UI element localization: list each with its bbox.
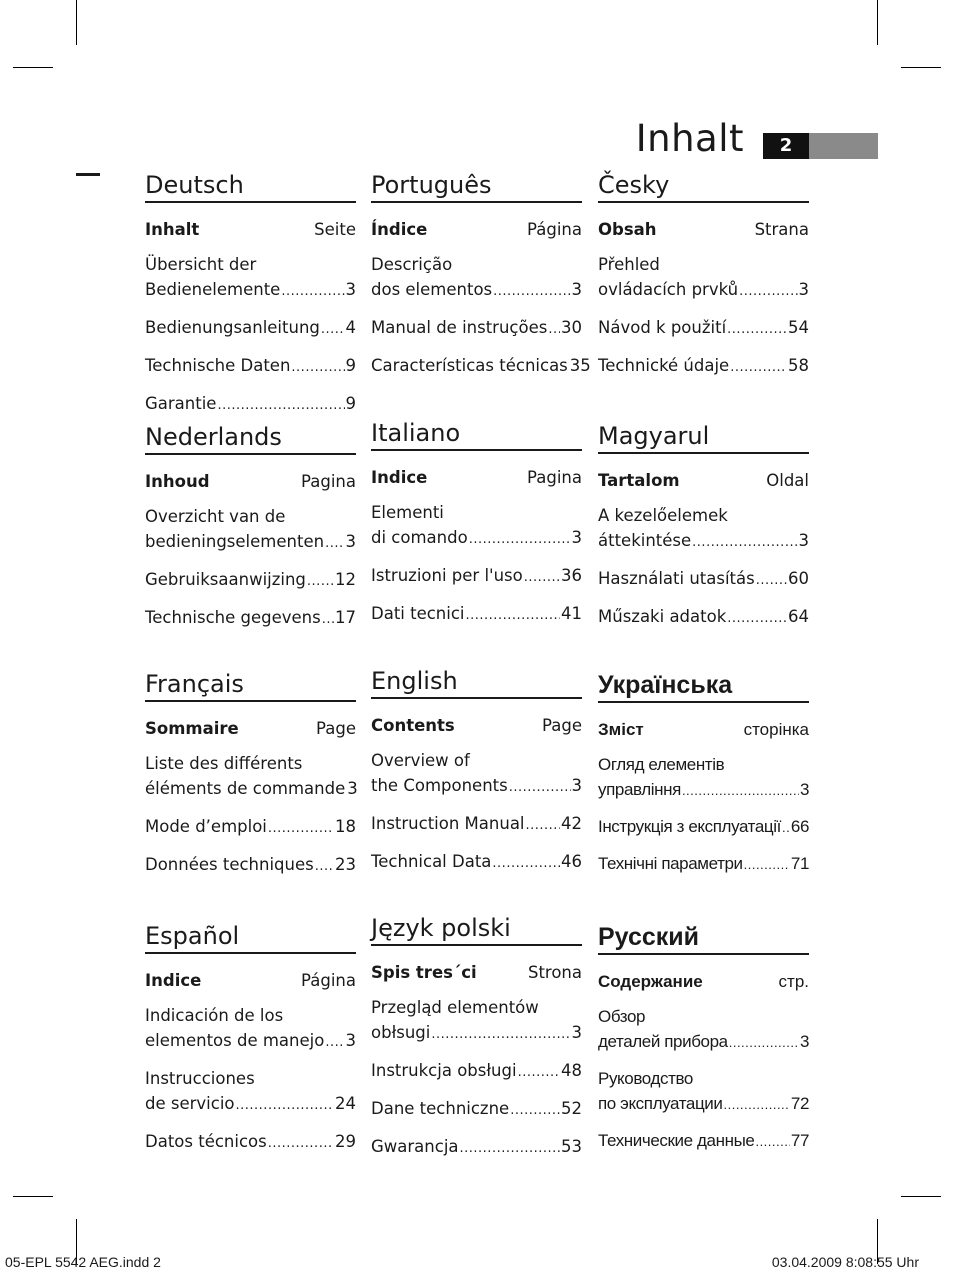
entry-text: управління [598,780,681,799]
page-title: Inhalt [635,117,744,160]
entry-text: Instrukcja obsługi [371,1061,517,1080]
entry-text: Műszaki adatok [598,607,727,626]
entry-text: Technické údaje [598,356,730,375]
toc-header-row [145,219,356,241]
entry-page-number: 52 [561,1099,582,1118]
dot-leader [315,854,334,879]
entry-page-number: 3 [799,780,809,799]
entry-page-number: 3 [799,1032,809,1051]
entry-page-number: 36 [561,566,582,585]
page-column-label: Page [316,719,356,738]
entry-line [371,563,582,590]
page-column-label: Pagina [301,472,356,491]
language-heading: Nederlands [145,422,356,455]
entry-text: dos elementos [371,280,493,299]
toc-entry [371,811,582,838]
toc-entry [145,751,356,803]
entry-page-number: 3 [571,280,582,299]
language-heading: Česky [598,170,809,203]
dot-leader [325,531,344,556]
toc-entry [145,353,356,380]
entry-page-number: 9 [345,394,356,413]
entry-line [598,528,809,555]
entry-line [371,601,582,628]
entry-page-number: 53 [561,1137,582,1156]
entry-page-number: 72 [790,1094,809,1113]
toc-entry [598,851,809,877]
toc-entry [598,1066,809,1117]
toc-header-row [145,471,356,493]
toc-section [145,422,356,632]
dot-leader [268,816,334,841]
dot-leader [518,1060,560,1085]
dot-leader [739,279,797,304]
language-heading: Deutsch [145,170,356,203]
toc-label: Indice [145,971,202,990]
dot-leader [236,1093,334,1118]
toc-label: Índice [371,220,428,239]
language-heading: Français [145,669,356,702]
entry-page-number: 23 [335,855,356,874]
language-heading: Português [371,170,582,203]
dot-leader [730,355,787,380]
dot-leader [431,1022,570,1047]
dot-leader [744,852,790,877]
entry-page-number: 3 [571,1023,582,1042]
page-column-label: Página [301,971,356,990]
toc-label: Obsah [598,220,657,239]
entry-line [145,1091,356,1118]
toc-entry [371,563,582,590]
page-column-label: Pagina [527,468,582,487]
entry-text: Bedienelemente [145,280,281,299]
toc-entry [371,1058,582,1085]
entry-text: Übersicht der [145,255,257,274]
toc-entry [145,391,356,418]
entry-line [598,353,809,380]
entry-text: elementos de manejo [145,1031,325,1050]
entry-text: Données techniques [145,855,314,874]
dot-leader [510,1098,560,1123]
entry-text: Обзор [598,1007,646,1026]
dot-leader [755,1129,789,1154]
dot-leader [682,778,799,803]
toc-entry [371,1096,582,1123]
language-heading: Język polski [371,913,582,946]
entry-line [598,315,809,342]
entry-line [145,605,356,632]
entry-text: Gebruiksaanwijzing [145,570,306,589]
toc-entry [145,852,356,879]
entry-text: A kezelőelemek [598,506,728,525]
dot-leader [782,815,790,840]
entry-line [145,814,356,841]
toc-header-row [598,971,809,993]
toc-entry [145,1129,356,1156]
page-column-label: Strana [754,220,809,239]
entry-page-number: 3 [798,531,809,550]
dot-leader [723,1092,789,1117]
toc-header-row [371,467,582,489]
toc-section [145,170,356,418]
crop-mark [13,67,53,68]
language-heading: English [371,666,582,699]
entry-page-number: 3 [798,280,809,299]
dot-leader [509,775,571,800]
dot-leader [322,607,334,632]
toc-label: Indice [371,468,428,487]
toc-entry [145,252,356,304]
toc-label: Tartalom [598,471,680,490]
entry-text: Instrucciones [145,1069,255,1088]
entry-line [598,814,809,840]
dot-leader [325,1030,344,1055]
entry-text: ovládacích prvků [598,280,739,299]
toc-label: Contents [371,716,455,735]
entry-page-number: 12 [335,570,356,589]
toc-header-row [145,970,356,992]
entry-line [371,315,582,342]
entry-page-number: 66 [790,817,809,836]
entry-text: éléments de commande [145,779,346,798]
toc-entry [598,814,809,840]
dot-leader [526,813,560,838]
language-heading: Italiano [371,418,582,451]
entry-line [371,773,582,800]
entry-line [598,851,809,877]
entry-page-number: 41 [561,604,582,623]
margin-marker [76,173,100,176]
toc-entry [371,601,582,628]
entry-page-number: 17 [335,608,356,627]
toc-entry [371,849,582,876]
entry-text: по эксплуатации [598,1094,723,1113]
entry-page-number: 71 [790,854,809,873]
entry-line [371,277,582,304]
entry-line [598,277,809,304]
toc-entry [598,1004,809,1055]
entry-text: Elementi [371,503,444,522]
entry-line [598,777,809,803]
entry-line [371,1020,582,1047]
entry-text: Technical Data [371,852,492,871]
entry-text: Garantie [145,394,217,413]
entry-line [371,525,582,552]
entry-page-number: 3 [347,779,358,798]
entry-page-number: 3 [571,528,582,547]
toc-header-row [598,719,809,741]
entry-text: de servicio [145,1094,235,1113]
entry-page-number: 3 [345,1031,356,1050]
dot-leader [524,565,560,590]
toc-section [598,922,809,1154]
entry-text: the Components [371,776,508,795]
entry-page-number: 48 [561,1061,582,1080]
crop-mark [877,0,878,45]
toc-section [371,418,582,628]
dot-leader [548,317,560,342]
entry-line [145,277,356,304]
entry-text: di comando [371,528,468,547]
entry-line [145,529,356,556]
toc-entry [598,503,809,555]
crop-mark [76,0,77,45]
toc-header-row [145,718,356,740]
entry-page-number: 46 [561,852,582,871]
dot-leader [692,530,797,555]
toc-entry [371,353,591,380]
entry-text: Návod k použití [598,318,727,337]
entry-page-number: 29 [335,1132,356,1151]
toc-label: Содержание [598,972,703,991]
entry-page-number: 30 [561,318,582,337]
entry-text: Руководство [598,1069,693,1088]
toc-entry [371,315,582,342]
toc-entry [598,752,809,803]
toc-entry [145,567,356,594]
entry-page-number: 58 [788,356,809,375]
entry-line [145,1129,356,1156]
toc-entry [598,1128,809,1154]
toc-header-row [371,962,582,984]
entry-page-number: 3 [571,776,582,795]
entry-text: Technische Daten [145,356,291,375]
entry-line [371,1058,582,1085]
toc-entry [371,748,582,800]
toc-entry [598,315,809,342]
entry-text: Overzicht van de [145,507,286,526]
entry-line [145,567,356,594]
entry-line [145,353,356,380]
entry-page-number: 60 [788,569,809,588]
toc-entry [598,604,809,631]
entry-text: Технические данные [598,1131,755,1150]
dot-leader [727,317,787,342]
entry-line [371,353,591,380]
dot-leader [460,1136,560,1161]
entry-line [371,1134,582,1161]
entry-text: áttekintése [598,531,692,550]
dot-leader [493,279,570,304]
entry-text: Mode d’emploi [145,817,267,836]
entry-page-number: 64 [788,607,809,626]
toc-header-row [371,715,582,737]
entry-text: Indicación de los [145,1006,284,1025]
entry-page-number: 35 [569,356,591,375]
page-column-label: Oldal [766,471,809,490]
crop-mark [901,1196,941,1197]
dot-leader [307,569,334,594]
crop-mark [901,67,941,68]
toc-entry [371,1134,582,1161]
crop-mark [13,1196,53,1197]
toc-header-row [371,219,582,241]
language-heading: Русский [598,922,809,955]
toc-section [371,170,591,380]
entry-page-number: 54 [788,318,809,337]
dot-leader [321,317,345,342]
entry-page-number: 3 [345,532,356,551]
toc-section [371,666,582,876]
toc-entry [145,1003,356,1055]
entry-line [145,391,356,418]
entry-text: Datos técnicos [145,1132,267,1151]
dot-leader [217,393,344,418]
dot-leader [466,603,560,628]
toc-section [145,921,356,1156]
entry-text: Istruzioni per l'uso [371,566,523,585]
entry-text: Használati utasítás [598,569,755,588]
toc-entry [371,500,582,552]
toc-section [371,913,582,1161]
page-column-label: Page [542,716,582,735]
language-heading: Українська [598,670,809,703]
toc-entry [371,252,582,304]
page-number-badge: 2 [763,133,809,159]
toc-section [598,170,809,380]
toc-entry [145,315,356,342]
entry-text: Технічні параметри [598,854,743,873]
dot-leader [281,279,344,304]
dot-leader [729,1030,799,1055]
dot-leader [492,851,560,876]
toc-section [145,669,356,879]
toc-entry [371,995,582,1047]
language-heading: Magyarul [598,421,809,454]
entry-line [145,315,356,342]
dot-leader [268,1131,334,1156]
toc-label: Inhalt [145,220,200,239]
entry-page-number: 9 [345,356,356,375]
toc-entry [145,504,356,556]
entry-text: Características técnicas [371,356,568,375]
entry-page-number: 4 [345,318,356,337]
entry-line [598,566,809,593]
dot-leader [756,568,787,593]
entry-page-number: 18 [335,817,356,836]
toc-header-row [598,470,809,492]
entry-text: Gwarancja [371,1137,459,1156]
entry-page-number: 77 [790,1131,809,1150]
page-column-label: Strona [527,963,582,982]
footer-timestamp: 03.04.2009 8:08:55 Uhr [771,1254,919,1270]
entry-text: obłsugi [371,1023,431,1042]
entry-text: Instruction Manual [371,814,525,833]
toc-entry [145,605,356,632]
entry-line [598,1029,809,1055]
toc-label: Зміст [598,720,644,739]
entry-line [371,811,582,838]
page-column-label: Seite [314,220,356,239]
entry-text: Descrição [371,255,453,274]
language-heading: Español [145,921,356,954]
entry-text: Dane techniczne [371,1099,510,1118]
entry-line [371,1096,582,1123]
entry-text: Przegląd elementów [371,998,539,1017]
entry-page-number: 42 [561,814,582,833]
toc-label: Inhoud [145,472,210,491]
dot-leader [727,606,787,631]
toc-entry [598,252,809,304]
entry-text: Overview of [371,751,470,770]
entry-line [598,1128,809,1154]
toc-entry [598,566,809,593]
entry-line [598,604,809,631]
toc-entry [145,814,356,841]
entry-line [598,1091,809,1117]
entry-text: Dati tecnici [371,604,465,623]
toc-entry [598,353,809,380]
entry-line [145,1028,356,1055]
entry-line [145,852,356,879]
page-column-label: стр. [778,972,809,991]
page-column-label: Página [527,220,582,239]
entry-line [145,776,356,803]
entry-line [371,849,582,876]
page-column-label: сторінка [743,720,809,739]
toc-label: Sommaire [145,719,239,738]
entry-text: Інструкція з експлуатації [598,817,781,836]
toc-header-row [598,219,809,241]
entry-text: Manual de instruções [371,318,548,337]
toc-section [598,421,809,631]
dot-leader [469,527,571,552]
entry-page-number: 24 [335,1094,356,1113]
entry-page-number: 3 [345,280,356,299]
entry-text: Liste des différents [145,754,303,773]
toc-section [598,670,809,877]
footer-file-info: 05-EPL 5542 AEG.indd 2 [5,1254,161,1270]
entry-text: Přehled [598,255,660,274]
entry-text: Bedienungsanleitung [145,318,320,337]
toc-label: Spis tres´ci [371,963,477,982]
entry-text: Technische gegevens [145,608,321,627]
entry-text: деталей прибора [598,1032,728,1051]
toc-entry [145,1066,356,1118]
page-bar [809,133,878,159]
entry-text: bedieningselementen [145,532,325,551]
entry-text: Огляд елементів [598,755,725,774]
dot-leader [291,355,344,380]
